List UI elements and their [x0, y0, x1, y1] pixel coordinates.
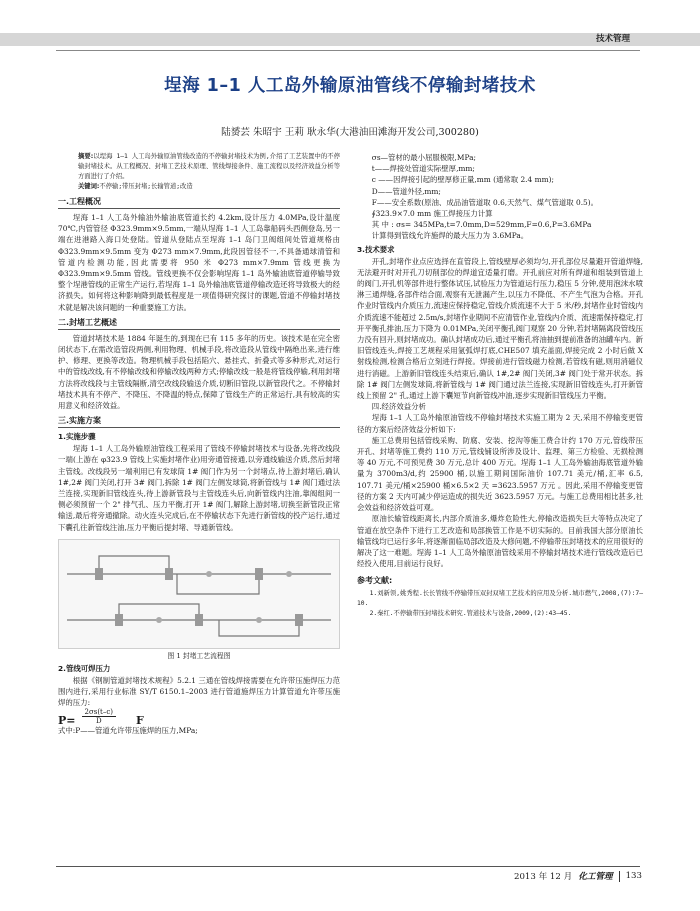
variable-def: t——焊接处管道实际壁厚,mm;: [371, 164, 475, 174]
calc-heading: ∮323.9×7.0 mm 施工焊接压力计算: [371, 209, 493, 219]
right-column: [357, 152, 643, 619]
abstract-label: 摘要:: [78, 153, 94, 160]
valve-icon: [95, 568, 103, 580]
fitting-icon: [286, 571, 292, 577]
subheading: 2.管线可焊压力: [58, 663, 111, 673]
fitting-icon: [256, 617, 262, 623]
header-bar: [0, 33, 700, 46]
page-footer: [514, 870, 642, 882]
authors: 陆赟芸 朱昭宇 王莉 耿永华(大港油田滩海开发公司,300280): [221, 127, 479, 138]
abstract: [58, 152, 340, 182]
paragraph: 埕海 1–1 人工岛外输原油管线工程采用了管线不停输封堵技术与设备,先将改线段一端(上游在 φ323.9 管线上实施封堵作业)用旁通管接通,以旁通线输送介质,然后封堵主管线。改线段另一端利用已有发球筒 1# 阀门作为另一个封堵点,待上游封堵后,确认 1#,2# 阀门关闭,打开 3# 阀门,拆除 1# 阀门左侧发球筒,将新管线与 1# 阀门通过法兰连接,实现新旧管线连头,待上游新管段与主管线连头后,向新管线内注油,靠阀组间一侧必须预留一个 2" 排气孔、压力平衡,打开 1# 阀门,解除上游封堵,切换至新管段正常输送,最后将旁通撤除。动火连头完成后,在不停输状态下先进行新管线的投产运行,通过下囊孔往新管线注油,压力平衡后提封堵、导通新管线。: [58, 444, 340, 532]
formula-numerator: 2σs(t–c): [82, 708, 117, 717]
keywords-text: 不停输;带压封堵;长输管道;改造: [99, 183, 193, 190]
paragraph: 开孔,封堵作业点应选择在直管段上,管线壁厚必须均匀,开孔部位尽量避开管道焊缝,无法避开时对开孔刀切削部位的焊道宜适量打磨。开孔前应对所有焊道和组装到管道上的阀门,开孔机等部件进行整体试压,试验压力为管道运行压力,稳压 5 分钟,使用泡沫水喷淋三通焊缝,各部件结合面,观察有无泄漏产生,以压力不降低、不产生气泡为合格。开孔作业时管线内介质压力,流速应保持稳定,管线介质流速不大于 5 米/秒,封堵作业时管线内介质流速不能超过 2.5m/s,封堵作业期间不应清管作业,管线内介质、流速需保持稳定,打开平衡孔排油,压力下降为 0.01MPa,关闭平衡孔阀门观察 20 分钟,若封堵隔离段管线压力没有回升,则封堵成功。确认封堵成功后,通过平衡孔将油抽到提前准备的油罐车内。新旧管线连头,焊接工艺规程采用氩弧焊打底,CHE507 填充盖面,焊接完成 2 小时后做 X 射线检测,检测合格后立刻进行焊接。焊接前进行管线磁力检测,若管线有磁,则用消磁仪进行消磁。上游新旧管线连头结束后,确认 1#,2# 阀门关闭,3# 阀门处于常开状态。拆除 1# 阀门左侧发球筒,将新管线与 1# 阀门通过法兰连接,实现新旧管线连头,打开新管线上预留 2" 孔,通过上游下囊短节向新管线冲油,逐步实现新旧管线压力平衡。: [357, 256, 643, 401]
subheading: 1.实施步骤: [58, 432, 96, 442]
variable-def: D——管道外径,mm;: [371, 186, 441, 196]
formula-denominator: D: [95, 717, 102, 726]
left-column: [58, 152, 340, 737]
footer-divider: [619, 871, 620, 882]
variable-def: F——安全系数(原油、成品油管道取 0.6,天然气、煤气管道取 0.5)。: [371, 197, 599, 207]
paragraph: 原油长输管线距离长,内部介质油多,爆炸危险性大,停输改造损失巨大等特点决定了管道在放空条件下进行工艺改造和局部换管工作是不切实际的。目前我国大部分原油长输管线均已运行多年,将逐渐面临局部改造及大修问题,不停输带压封堵技术的应用很好的解决了这一难题。埕海 1–1 人工岛外输原油管线采用不停输封堵技术进行管线改造后已经投入使用,目前运行良好。: [357, 514, 643, 569]
paragraph: 施工总费用包括管线采购、防腐、安装、挖沟等施工费合计约 170 万元,管线带压开孔、封堵等施工费约 110 万元,管线铺设所涉及设计、监理、第三方检验、无损检测等 40 万元,不可预见费 30 万元,总计 400 万元。埕海 1–1 人工岛外输油海底管道外输量为 3700m3/d,约 25900 桶,以施工期间国际油价 107.71 美元/桶,汇率 6.5, 107.71 美元/桶×25900 桶×6.5×2 天 =3623.5957 万元 。因此,采用不停输变更管径的方案 2 天内可减少停运造成的损失近 3623.5957 万元。与施工总费用相比甚多,社会效益和经济效益可观。: [357, 435, 643, 513]
subheading: 3.技术要求: [357, 244, 395, 254]
valve-icon: [255, 568, 263, 580]
calc-values: 其 中 : σs= 345MPa,t=7.0mm,D=529mm,F=0.6,P=3.6MPa: [371, 220, 592, 230]
valve-icon: [115, 614, 123, 626]
valve-icon: [295, 614, 303, 626]
formula: [58, 708, 340, 728]
new-pipe-line: [177, 574, 259, 594]
section-heading-3: 三.实施方案: [58, 415, 340, 428]
formula-lhs: P=: [58, 714, 76, 728]
variable-def: c ——因焊接引起的壁厚修正量,mm (通常取 2.4 mm);: [371, 175, 554, 185]
reference-item: 2.秦红.不停输带压封堵技术研究.管道技术与设备,2009,(2):43–45.: [369, 609, 572, 617]
fitting-icon: [206, 571, 212, 577]
references-heading: 参考文献:: [357, 576, 393, 586]
paragraph: 根据《钢制管道封堵技术规程》5.2.1 三通在管线焊接需要在允许带压施焊压力范围内进行,采用行业标准 SY/T 6150.1–2003 进行管道施焊压力计算管道允许带压施焊的压力:: [58, 675, 340, 708]
variable-def: σs—管材的最小屈服极限,MPa;: [371, 153, 476, 162]
magazine-name: 化工管理: [578, 872, 613, 882]
page-number: 133: [625, 871, 642, 881]
abstract-text: 以埕海 1–1 人工岛外输原油管线改造的不停输封堵技术为例,介绍了工艺装置中的不停输封堵技术。从工程概况、封堵工艺技术原理、管线焊接条件、施工流程以及经济效益分析等方面进行了介绍。: [78, 153, 340, 180]
footer-rule: [56, 866, 640, 867]
pipeline-diagram: [59, 540, 339, 648]
calc-result: 计算得到管线允许施焊的最大压力为 3.6MPa。: [371, 231, 529, 241]
category-label: 技术管理: [595, 34, 630, 44]
section-heading-1: 一.工程概况: [58, 196, 340, 209]
formula-fraction: [82, 708, 117, 725]
reference-item: 1.刘新领,姚秀程.长长管线不停输带压双封双堵工艺技术的应用及分析.城市燃气,2008,(7):7–10.: [357, 589, 643, 607]
formula-factor: F: [136, 714, 144, 728]
paragraph: 埕海 1–1 人工岛外输原油管线不停输封堵技术实施工期为 2 天,采用不停输变更管径的方案后经济效益分析如下:: [357, 413, 643, 434]
paragraph: 管道封堵技术是 1884 年诞生的,到现在已有 115 多年的历史。该技术是在完全密闭状态下,在需改造管段两侧,利用物理、机械手段,将改造段从管线中隔绝出来,进行维护、修理、更换等改造。物理机械手段包括陷穴、悬挂式、折叠式等多种形式,对运行中的管线改线,有不停输改线和停输改线两种方式;停输改线一般是将管线停输,利用封堵方法将改线段与主管线隔断,清空改线段输送介质,切断旧管段,以新管段代之。不停输封堵技术具有不停产、不降压、不降温的特点,保障了管线生产的正常运行,具有较高的实用意义和经济效益。: [58, 333, 340, 411]
valve-icon: [165, 568, 173, 580]
paragraph: 埕海 1–1 人工岛外输油外输油底管道长约 4.2km,设计压力 4.0MPa,设计温度 70℃,内管管径 Φ323.9mm×9.5mm,一端从埕海 1–1 人工岛靠船码头西侧登岛,另一端在进港路入海口处登陆。管道从登陆点至埕海 1–1 岛门卫阀组间处管道规格由 Φ323.9mm×9.5mm 变为 Φ273 mm×7.9mm,此段因管径不一,不具备通球清管和管道内检测功能,因此需要将 950 米 Φ273 mm×7.9mm 管线更换为 Φ323.9mm×9.5mm 管线。管线更换不仅会影响埕海 1–1 岛外输油底管道停输导致整个埕港管线的正常生产运行,若埕海 1–1 岛外输油底管道停输改造还将导致极大的经济损失。如何将这种影响降到最低程度是一项值得研究探讨的课题,管道不停输封堵技术就是解决该问题的一种重要施工方法。: [58, 213, 340, 312]
figure-caption: 图 1 封堵工艺流程图: [167, 651, 231, 660]
keywords: [58, 182, 340, 192]
valve-icon: [195, 614, 203, 626]
section-heading-2: 二.封堵工艺概述: [58, 317, 340, 330]
bypass-line: [99, 556, 169, 574]
process-figure: [58, 539, 340, 649]
article-title: 埕海 1–1 人工岛外输原油管线不停输封堵技术: [164, 76, 536, 96]
keywords-label: 关键词:: [78, 183, 100, 190]
fitting-icon: [156, 617, 162, 623]
issue-date: 2013 年 12 月: [514, 872, 573, 882]
section-heading-4: 四.经济效益分析: [371, 402, 426, 412]
formula-note: 式中:P——管道允许带压施焊的压力,MPa;: [58, 726, 198, 736]
header-rule: [56, 50, 640, 51]
